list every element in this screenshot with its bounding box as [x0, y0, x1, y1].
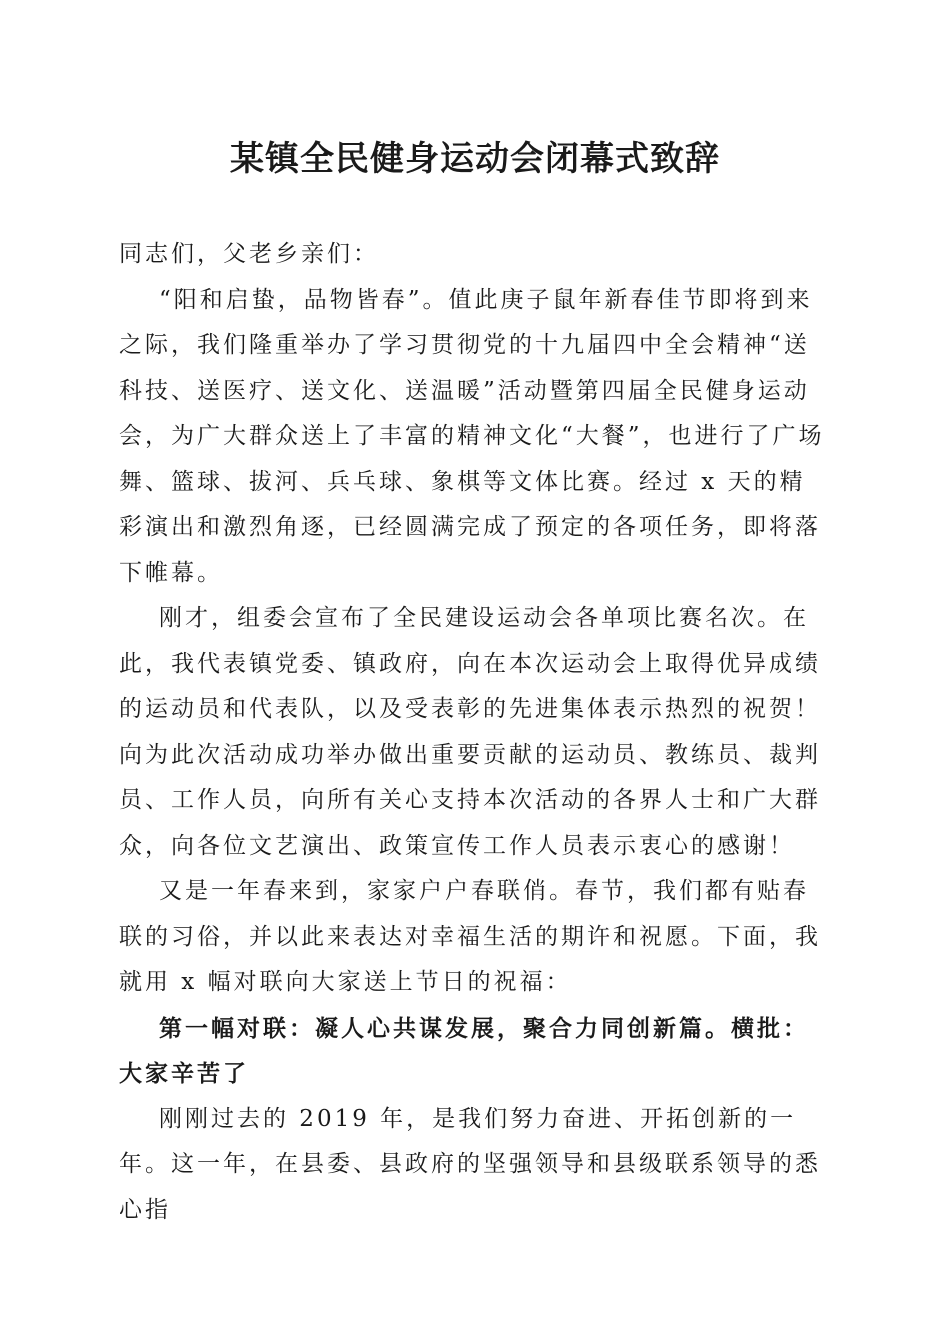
salutation: 同志们，父老乡亲们： — [119, 241, 379, 267]
paragraph-opening: “阳和启蛰，品物皆春”。值此庚子鼠年新春佳节即将到来之际，我们隆重举办了学习贯彻党的十九届四中全会精神“送科技、送医疗、送文化、送温暖”活动暨第四届全民健身运动会，为广大群众送上了丰富的精神文化“大餐”，也进行了广场舞、篮球、拔河、兵乓球、象棋等文体比赛。经过 x 天的精彩演出和激烈角逐，已经圆满完成了预定的各项任务，即将落下帷幕。 — [119, 286, 825, 586]
paragraph-thanks: 刚才，组委会宣布了全民建设运动会各单项比赛名次。在此，我代表镇党委、镇政府，向在本次运动会上取得优异成绩的运动员和代表队，以及受表彰的先进集体表示热烈的祝贺！向为此次活动成功举办做出重要贡献的运动员、教练员、裁判员、工作人员，向所有关心支持本次活动的各界人士和广大群众，向各位文艺演出、政策宣传工作人员表示衷心的感谢！ — [119, 605, 821, 859]
paragraph-review-2019: 刚刚过去的 2019 年，是我们努力奋进、开拓创新的一年。这一年，在县委、县政府的坚强领导和县级联系领导的悉心指 — [119, 1105, 821, 1223]
paragraph-spring-couplets: 又是一年春来到，家家户户春联俏。春节，我们都有贴春联的习俗，并以此来表达对幸福生活的期许和祝愿。下面，我就用 x 幅对联向大家送上节日的祝福： — [119, 878, 821, 995]
paragraph-first-couplet: 第一幅对联：凝人心共谋发展，聚合力同创新篇。横批：大家辛苦了 — [119, 1014, 809, 1087]
document-body — [119, 232, 831, 1233]
document-title: 某镇全民健身运动会闭幕式致辞 — [230, 139, 720, 179]
